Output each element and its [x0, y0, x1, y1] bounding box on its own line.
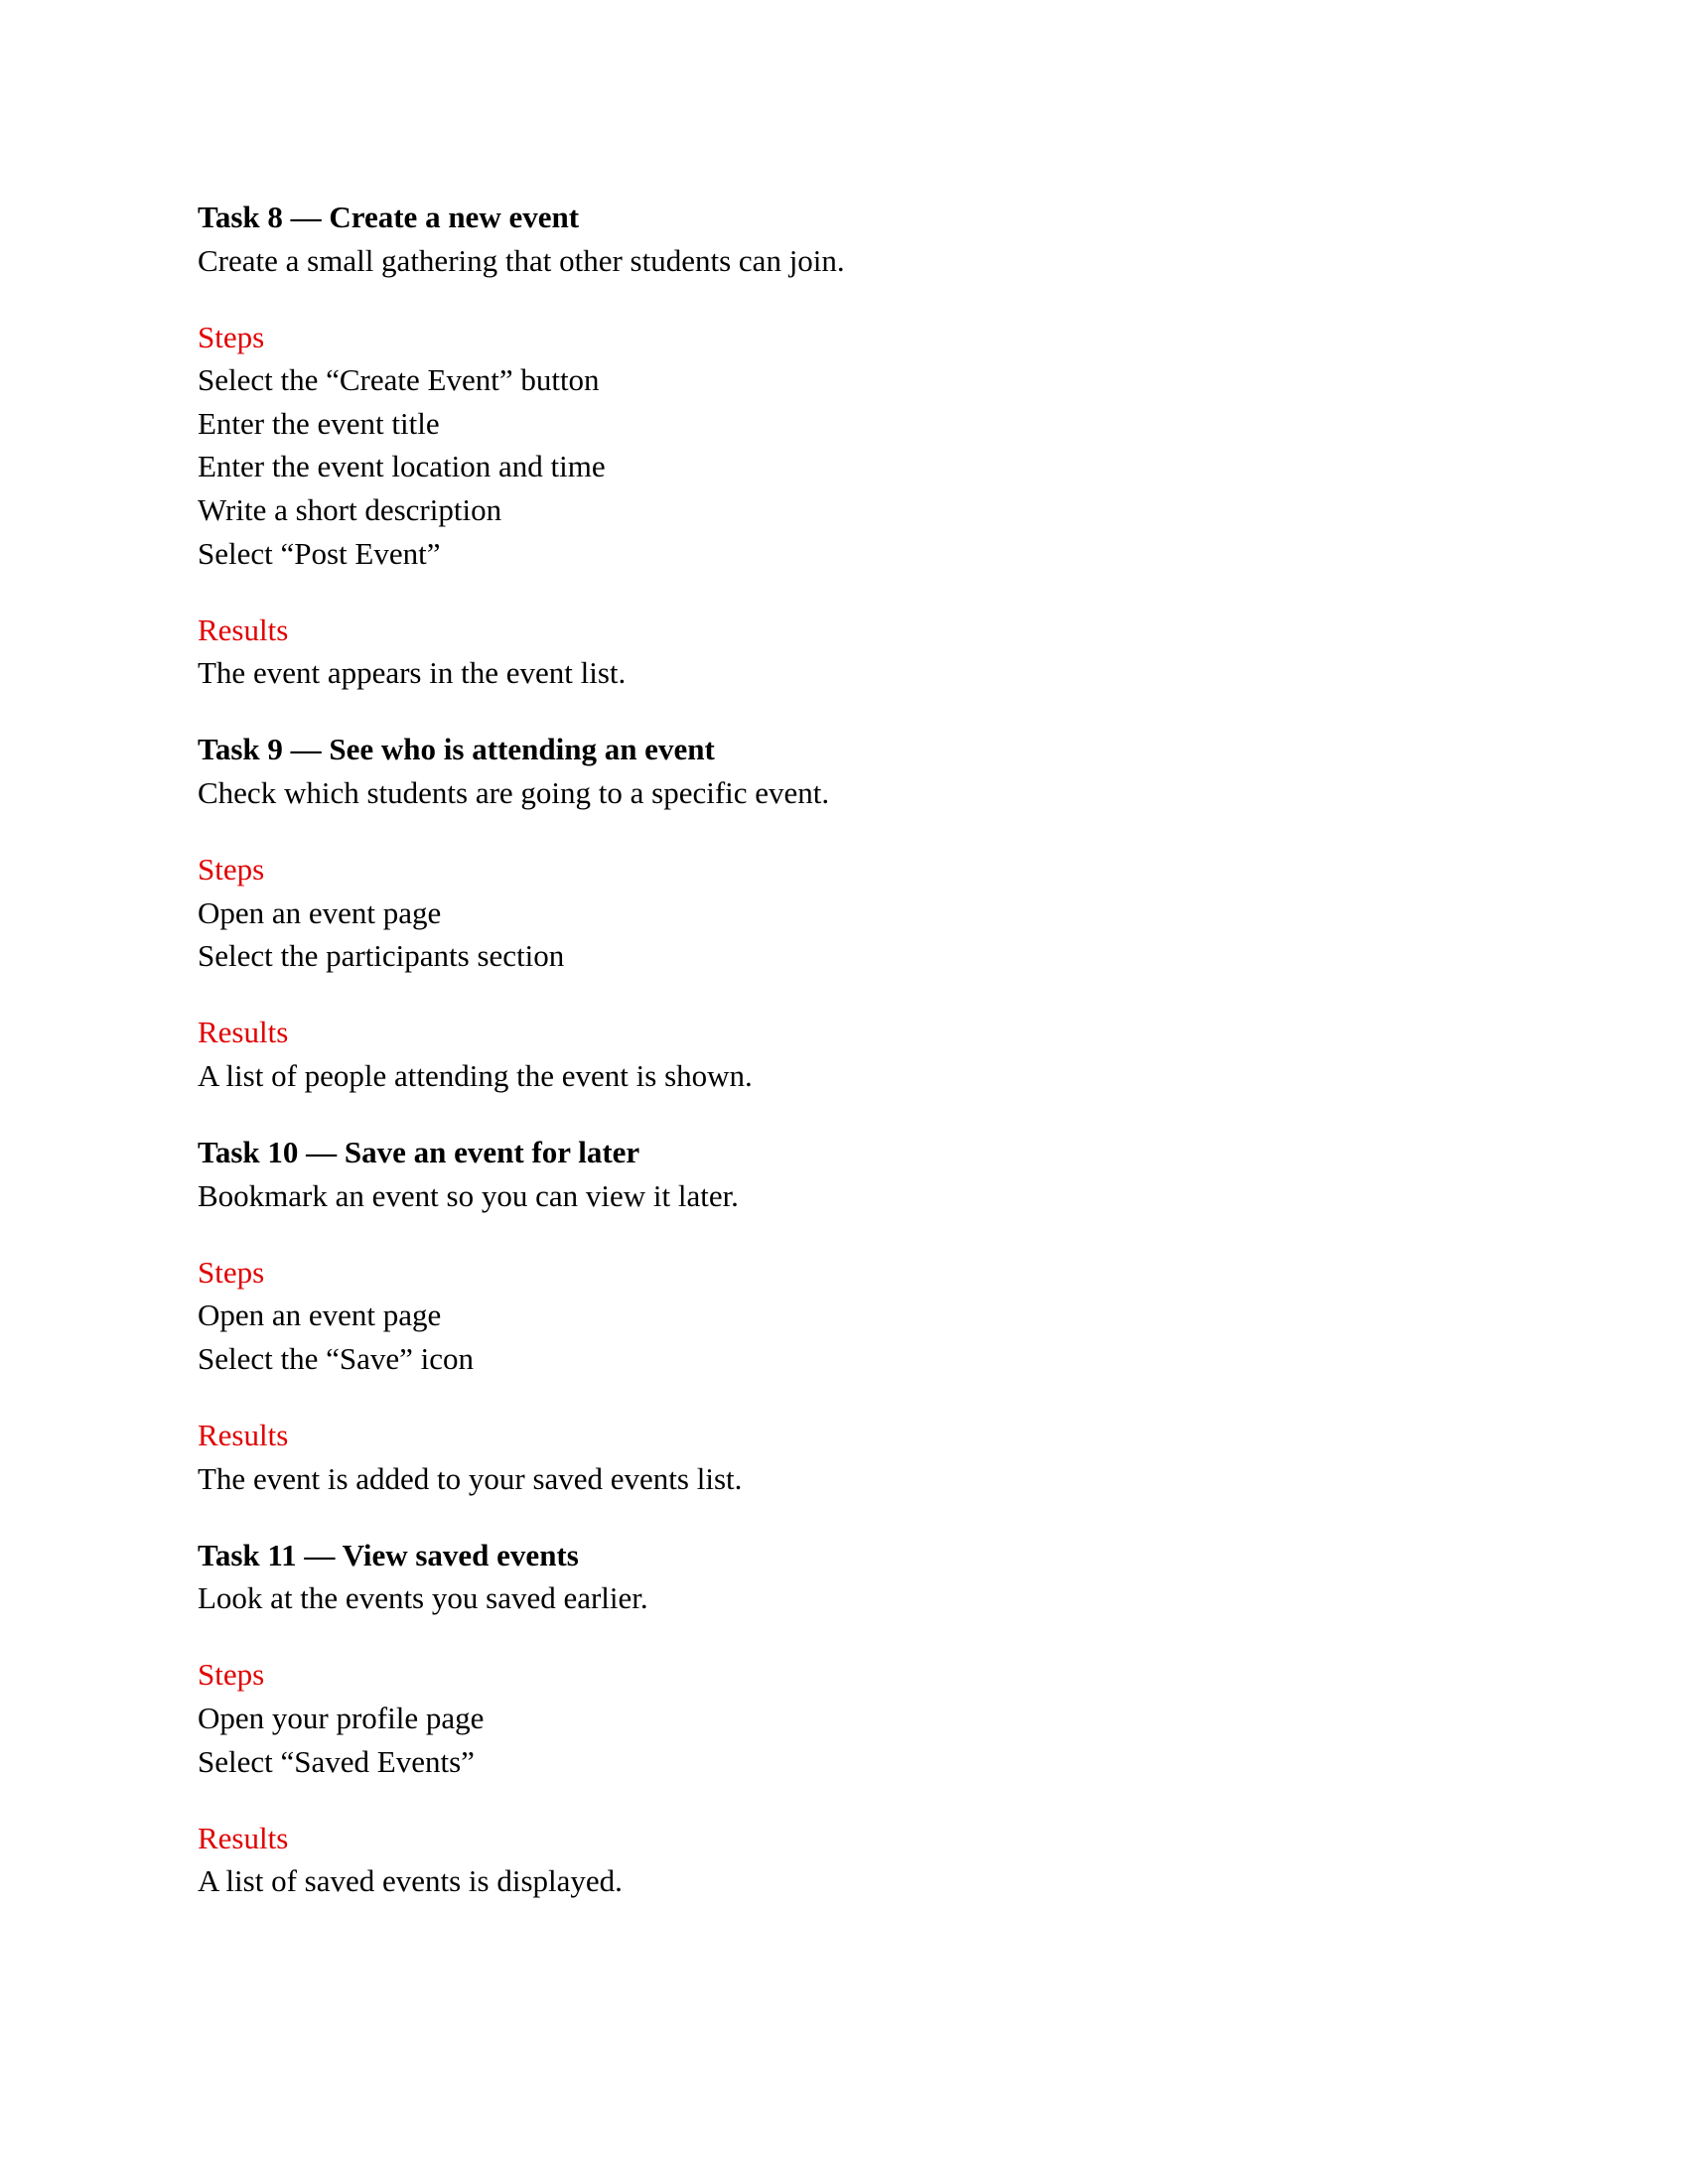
- task-description: Create a small gathering that other students can join.: [198, 242, 845, 278]
- task-description: Check which students are going to a specific event.: [198, 775, 830, 811]
- task-section: [198, 1131, 1488, 1500]
- steps-label: Steps: [198, 1254, 265, 1290]
- result-text: A list of saved events is displayed.: [198, 1863, 623, 1899]
- task-header: [198, 1131, 1488, 1217]
- step-item: Write a short description: [198, 492, 502, 528]
- results-block: [198, 609, 1488, 695]
- task-title: Task 9 — See who is attending an event: [198, 732, 715, 767]
- task-section: [198, 728, 1488, 1097]
- steps-label: Steps: [198, 852, 265, 887]
- steps-label: Steps: [198, 319, 265, 354]
- steps-block: [198, 848, 1488, 978]
- steps-block: [198, 1251, 1488, 1381]
- task-title: Task 10 — Save an event for later: [198, 1135, 640, 1170]
- step-item: Open your profile page: [198, 1701, 485, 1736]
- step-item: Select “Post Event”: [198, 535, 441, 571]
- task-section: [198, 1534, 1488, 1903]
- results-label: Results: [198, 1015, 289, 1050]
- task-header: [198, 196, 1488, 282]
- step-item: Open an event page: [198, 894, 442, 930]
- task-header: [198, 1534, 1488, 1620]
- result-text: The event appears in the event list.: [198, 655, 627, 691]
- task-section: [198, 196, 1488, 695]
- task-description: Bookmark an event so you can view it later.: [198, 1177, 739, 1213]
- results-block: [198, 1011, 1488, 1097]
- result-text: The event is added to your saved events list.: [198, 1460, 743, 1496]
- results-label: Results: [198, 1820, 289, 1855]
- step-item: Select the “Save” icon: [198, 1340, 475, 1376]
- steps-block: [198, 316, 1488, 576]
- results-label: Results: [198, 612, 289, 647]
- results-label: Results: [198, 1418, 289, 1453]
- results-block: [198, 1817, 1488, 1903]
- result-text: A list of people attending the event is shown.: [198, 1058, 753, 1093]
- steps-block: [198, 1653, 1488, 1783]
- step-item: Select “Saved Events”: [198, 1743, 475, 1779]
- step-item: Select the “Create Event” button: [198, 362, 600, 398]
- step-item: Select the participants section: [198, 938, 565, 974]
- step-item: Enter the event title: [198, 405, 440, 441]
- task-title: Task 11 — View saved events: [198, 1537, 579, 1572]
- step-item: Open an event page: [198, 1297, 442, 1333]
- steps-label: Steps: [198, 1657, 265, 1693]
- results-block: [198, 1414, 1488, 1500]
- document-page: [198, 196, 1488, 1936]
- step-item: Enter the event location and time: [198, 449, 606, 484]
- task-title: Task 8 — Create a new event: [198, 200, 580, 234]
- task-header: [198, 728, 1488, 814]
- task-description: Look at the events you saved earlier.: [198, 1580, 648, 1616]
